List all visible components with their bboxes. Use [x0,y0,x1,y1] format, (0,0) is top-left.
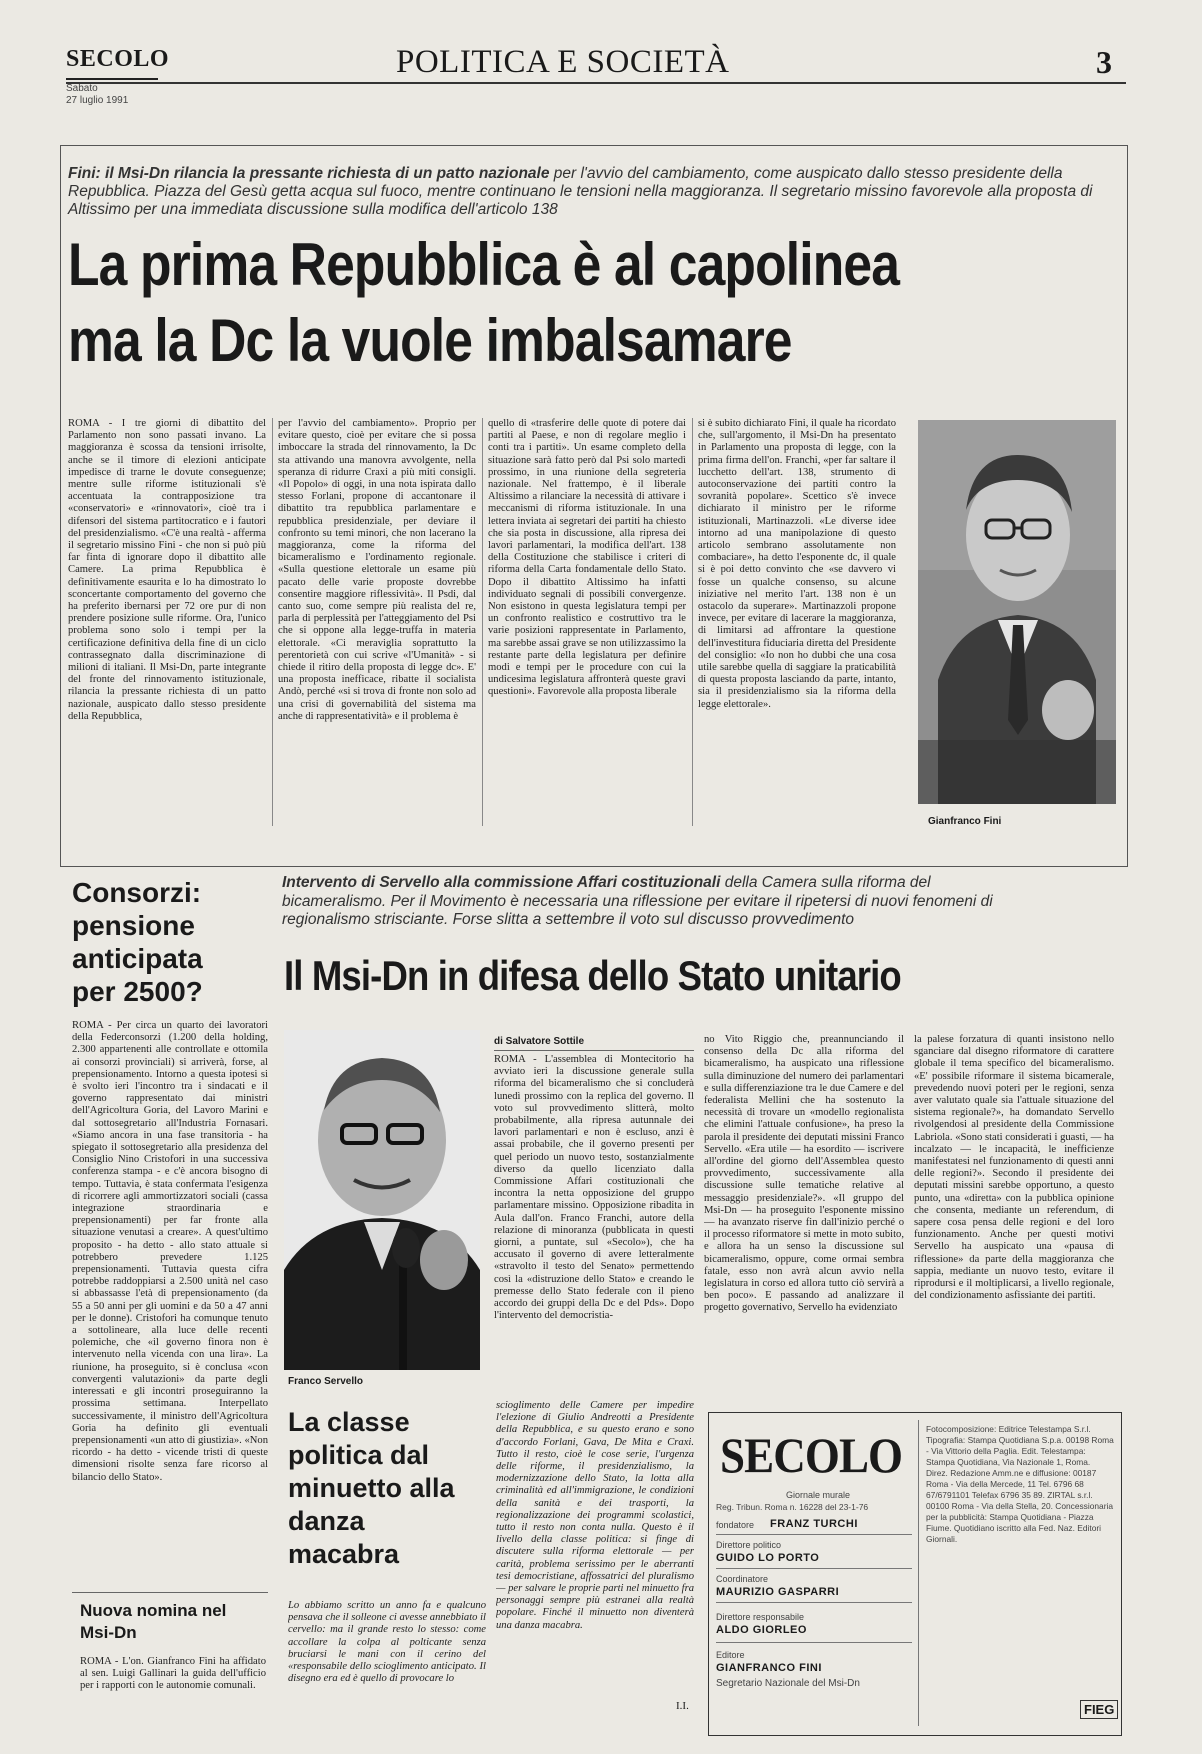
founder-label: fondatore [716,1520,755,1530]
classe-column-2: scioglimento delle Camere per impedire l'elezione di Giulio Andreotti a Presidente della Repubblica, e su questo erano e sono d'accordo Forlani, Gava, De Mita e Craxi. Tutto il resto, cioè le cose serie, l'urgenza delle riforme, il presidenzialismo, la modernizzazione dello Stato, la lotta alla criminalità ed all'immigrazione, le condizioni della sanità e dei trasporti, la regionalizzazione dei programmi scolastici, tutto il resto non conta nulla. Questo è il livello della classe politica: si finge di discutere sulla riforma elettorale — per carità, problema serissimo per le aberranti tesi democristiane, affossatrici del pluralismo — per salvare le proprie parti nel minuetto fra personaggi sempre più estranei alla realtà popolare. Finché il minuetto non diventerà una danza macabra. [496,1400,694,1631]
page-number: 3 [1096,44,1112,80]
coordinator-label: Coordinatore [716,1574,769,1584]
servello-kicker-bold: Intervento di Servello alla commissione Affari costituzionali [282,874,721,891]
political-director-label: Direttore politico [716,1540,782,1550]
servello-kicker-rest: della Camera sulla riforma del bicameralismo. Per il Movimento è necessaria una riflessione per evitare il ripetersi di nuovi fenomeni di regionalismo strisciante. Forse slitta a settembre il voto sul discusso provvedimento [282,874,993,928]
col-divider [272,418,273,826]
byline-rule [494,1050,694,1051]
masthead-date: 27 luglio 1991 [66,95,129,106]
lead-column-3: quello di «trasferire delle quote di potere dai partiti al Paese, e non di regolare meglio i conti tra i partiti». Un esame completo della situazione sarà fatto però dal Psi solo martedì prossimo, in una riunione della segreteria nazionale. Nel frattempo, è il liberale Altissimo a rilanciare la necessità di attivare i meccanismi di riforma istituzionale. In una lettera inviata ai segretari dei partiti ha chiesto che sia posta in discussione, alla ripresa dei lavori parlamentari, la modifica dell'art. 138 della Costituzione che stabilisce i criteri di riforma della Carta fondamentale dello Stato. Dopo il dibattito Altissimo ha infatti individuato segnali di possibili convergenze. Non esistono in questa legislatura tempi per un confronto realistico e costruttivo tra le varie posizioni rappresentate in Parlamento, ma sarebbe assai grave se non utilizzassimo la restante parte della legislatura per definire modi e tempi per le procedure con cui la undicesima legislatura affronterà queste gravi questioni». Favorevole alla proposta liberale [488,418,686,698]
servello-kicker [282,874,1032,930]
coordinator-name: MAURIZIO GASPARRI [716,1586,840,1598]
servello-column-3: la palese forzatura di quanti insistono nello sganciare dal disegno riformatore di carattere globale il tema specifico del bicameralismo. «E' possibile riformare il sistema bicamerale, prevedendo nuovi poteri per le regioni, senza aver valutato quale sia l'attuale situazione del sistema regionale?», ha domandato Servello rivolgendosi al presidente della Commissione Labriola. «Sono stati considerati i guasti, — ha incalzato — le incapacità, le inefficienze manifestatesi nel funzionamento di questi anni delle regioni?». Secondo il presidente dei deputati missini sarebbe opportuno, a questo punto, una «diretta» con la pubblica opinione che consenta, mediante un referendum, di sapere cosa pensa delle regioni e del loro funzionamento. Anche per questi motivi Servello ha auspicato una «pausa di riflessione» da parte della maggioranza che sappia, mediante un nuovo testo, evitare il riprodursi e il moltiplicarsi, a livello regionale, del condizionamento asfissiante dei partiti. [914,1034,1114,1302]
consorzi-headline: Consorzi: pensione anticipata per 2500? [72,877,203,1007]
editor-name: GIANFRANCO FINI [716,1662,822,1674]
staff-imprint-column: Fotocomposizione: Editrice Telestampa S.r.l. Tipografia: Stampa Quotidiana S.p.a. 00198 Roma - Via Vittorio della Paglia. Edit. Telestampa: Stampa Quotidiana, Via Nazionale 1, Roma. Direz. Redazione Amm.ne e diffusione: 00187 Roma - Via della Mercede, 11 Tel. 6796 68 67/6791101 Telefax 6796 35 89. ZIRTAL s.r.l. 00100 Roma - Via della Stella, 20. Concessionaria per la pubblicità: Stampa Quotidiana - Piazza Fiume. Quotidiano iscritto alla Fed. Naz. Editori Giornali. [926,1424,1114,1544]
lead-kicker-bold: Fini: il Msi-Dn rilancia la pressante richiesta di un patto nazionale [68,165,550,182]
portrait-figure [284,1030,480,1370]
masthead-paper-name: SECOLO [66,46,170,72]
lead-column-1: ROMA - I tre giorni di dibattito del Parlamento non sono passati invano. La maggioranza è scossa da tensioni irrisolte, anche se il timore di elezioni anticipate impedisce di trarne le dovute conseguenze; mentre sulle riforme istituzionali s'è accentuata la contrapposizione tra «conservatori» e «rinnovatori», cioè tra i difensori del sistema partitocratico e i fautori del presidenzialismo. «C'è una realtà - afferma il segretario missino Fini - che non si può più far finta di ignorare dopo il dibattito alle Camere. La prima Repubblica è definitivamente esaurita e lo ha dimostrato lo sconcertante comportamento del governo che ha preferito ibernarsi per 72 ore pur di non prendere posizione sulle riforme. Ora, l'unico problema sono solo i tempi per la certificazione definitiva della fine di un ciclo contrassegnato dalla discriminazione di milioni di italiani. Il Msi-Dn, parte integrante del fronte del rinnovamento istituzionale, rilancia la pressante richiesta di un patto nazionale, auspicato dallo stesso presidente della Repubblica, [68,418,266,722]
servello-byline: di Salvatore Sottile [494,1036,585,1047]
classe-signature: I.I. [676,1700,689,1712]
lead-headline-line1: La prima Repubblica è al capolinea [68,231,900,298]
photo-franco-servello [284,1030,480,1370]
staff-registration: Reg. Tribun. Roma n. 16228 del 23-1-76 [716,1502,869,1512]
section-title: POLITICA E SOCIETÀ [396,44,730,80]
lead-kicker [68,165,1118,219]
staff-logo: SECOLO [720,1427,903,1483]
masthead-day: Sabato [66,83,98,94]
classe-column-1: Lo abbiamo scritto un anno fa e qualcuno pensava che il solleone ci avesse annebbiato il cervello: ma il grande resto lo stesso: come accollare la colpa al polticante senza bruciarsi le mani con il cerino del «responsabile dello scioglimento anticipato. Il disegno era ed è quello di provocare lo [288,1600,486,1685]
lead-column-2: per l'avvio del cambiamento». Proprio per evitare questo, cioè per evitare che si possa imboccare la strada del rinnovamento, la Dc sta attivando una manovra avvolgente, nella speranza di ridurre Craxi a più miti consigli. «Il Popolo» di oggi, in una nota ispirata dallo stesso Forlani, propone di accantonare il dibattito tra repubblica parlamentare e repubblica presidenziale, per deviare il confronto su temi minori, che non lacerano la maggioranza, come la riforma del bicameralismo e l'ordinamento regionale. «Sulla questione elettorale un esame più pacato delle varie proposte dovrebbe consentire maggiore riflessività». Il Psdi, dal canto suo, come sempre più realista del re, parla di perplessità per l'atteggiamento del Psi che si oppone alla legge-truffa in materia elettorale. «Ci meraviglia soprattutto la perentorietà con cui scrive «l'Umanità» - si chiede il ritiro della proposta di legge dc». E' una proposta inefficace, ribatte il socialista Andò, perché «si si trova di fronte non solo ad una crisi di governabilità del sistema ma anche di rappresentatività» e il problema è [278,418,476,722]
masthead-rule [66,82,1126,84]
nomina-body: ROMA - L'on. Gianfranco Fini ha affidato al sen. Luigi Gallinari la guida dell'ufficio per i rapporti con le autonomie comunali. [80,1656,266,1692]
consorzi-bottom-rule [72,1592,268,1593]
col-divider [692,418,693,826]
editor-label: Editore [716,1650,745,1660]
editor-role: Segretario Nazionale del Msi-Dn [716,1678,860,1689]
political-director-name: GUIDO LO PORTO [716,1552,820,1564]
staff-subtitle: Giornale murale [786,1490,851,1500]
caption-franco-servello: Franco Servello [288,1376,364,1387]
masthead [66,38,1126,118]
servello-column-2: no Vito Riggio che, preannunciando il consenso della Dc alla riforma del bicameralismo, ha auspicato una riflessione sulla diminuzione del numero dei parlamentari e sulla differenziazione tra le due Camere e del federalista Mellini che ha sostenuto la necessità di trovare un «modello regionalista che elimini l'attuale confusione», ha preso la parola il presidente dei deputati missini Franco Servello. «Era utile — ha esordito — iscrivere all'ordine del giorno dell'Assemblea questo provvedimento, successivamente alla discussione sulle tematiche relative al messaggio presidenziale?». «Il gruppo del Msi-Dn — ha proseguito l'esponente missino — ha avanzato riserve fin dall'inizio perché o il processo riformatore si mette in moto subito, e allora ha un senso la discussione sul bicameralismo, oppure, come ormai sembra fatale, esso non avrà alcun avvio nella legislatura in corso ed allora tutto ciò servirà a ben poco». E passando ad analizzare il progetto governativo, Servello ha evidenziato [704,1034,904,1314]
staff-divider [716,1534,912,1535]
photo-gianfranco-fini [918,420,1116,804]
lead-kicker-rest: per l'avvio del cambiamento, come auspicato dallo stesso presidente della Repubblica. Piazza del Gesù getta acqua sul fuoco, mentre continuano le tensioni nella maggioranza. Il segretario missino favorevole alla proposta di Altissimo per una immediata discussione sulla modifica dell'articolo 138 [68,165,1093,218]
staff-divider [716,1568,912,1569]
col-divider [482,418,483,826]
founder-name: FRANZ TURCHI [770,1518,858,1530]
lead-column-4: si è subito dichiarato Fini, il quale ha ricordato che, sull'argomento, il Msi-Dn ha presentato in Parlamento una proposta di legge, con la prima firma dell'on. Franchi, «per far saltare il lucchetto dell'art. 138, strumento di autoconservazione dei partiti contro la sovranità popolare». Scettico s'è invece dichiarato il ministro per le riforme istituzionali, Martinazzoli. «Le diverse idee intorno ad una manipolazione di questo articolo sembrano assolutamente non combaciare», ha detto l'esponente dc, il quale si è poi detto convinto che «se davvero vi fosse un qualche consenso, su alcune iniziative nel merito l'art. 138 non è un ostacolo da superare». Martinazzoli propone invece, per evitare di lacerare la maggioranza, di limitarsi ad affrontare la questione dell'investitura fiduciaria diretta del Presidente del consiglio: «Io non ho dubbi che una cosa utile sarebbe quella di saggiare la praticabilità di questa proposta lasciando da parte, intanto, sia il presidenzialismo sia la riforma della legge elettorale». [698,418,896,710]
responsible-director-name: ALDO GIORLEO [716,1624,807,1636]
staff-divider [716,1602,912,1603]
portrait-figure [918,420,1116,804]
staff-box-vertical-rule [918,1420,919,1726]
servello-headline: Il Msi-Dn in difesa dello Stato unitario [284,952,901,999]
staff-divider [716,1642,912,1643]
classe-headline: La classe politica dal minuetto alla danza macabra [288,1407,455,1569]
nomina-headline: Nuova nomina nel Msi-Dn [80,1601,227,1642]
servello-column-1: ROMA - L'assemblea di Montecitorio ha avviato ieri la discussione generale sulla riforma del bicameralismo che si concluderà lunedì prossimo con la replica del governo. Il voto sul provvedimento slitterà, molto probabilmente, alla ripresa autunnale dei lavori parlamentari e non è escluso, anzi è assai probabile, che il governo presenti per quel periodo un nuovo testo, sostanzialmente diverso da quello licenziato dalla Commissione Affari costituzionali che incontra la netta opposizione del gruppo parlamentare missino. Opposizione ribadita in Aula dall'on. Franco Franchi, autore della relazione di minoranza (pubblicata in questi giorni, a puntate, sul «Secolo»), che ha accusato il governo di avere letteralmente «stravolto il testo del Senato» permettendo così la «distruzione dello Stato» e creando le premesse dello Stato federale con il pieno accordo dei gruppi della Dc e del Pds». Dopo l'intervento del democristia- [494,1054,694,1322]
fieg-logo: FIEG [1080,1700,1118,1719]
caption-gianfranco-fini: Gianfranco Fini [928,816,1002,827]
responsible-director-label: Direttore responsabile [716,1612,805,1622]
consorzi-body: ROMA - Per circa un quarto dei lavoratori della Federconsorzi (1.200 della holding, 2.300 appartenenti alle controllate e ottomila ai consorzi provinciali) si arriverà, forse, al prepensionamento. Intorno a questa ipotesi si è svolto ieri l'incontro tra i sindacati e il governo rappresentato dai ministri dell'Agricoltura Goria, del Lavoro Marini e dal sottosegretario all'Industria Fornasari. «Siamo ancora in una fase transitoria - ha spiegato il sottosegretario alla presidenza del Consiglio Nino Cristofori in una successiva conferenza stampa - e c'è ancora bisogno di tempo. Tuttavia, è stata confermata l'esigenza di ricorrere agli ammortizzatori sociali (cassa integrazione straordinaria e prepensionamenti) per far fronte alla situazione venutasi a creare». A quest'ultimo proposito - ha detto - allo stato attuale si potrebbero prevedere 1.125 prepensionamenti. Tuttavia questa cifra potrebbe raddoppiarsi a 2.500 unità nel caso si abbassasse l'età di prepensionamento (da 55 a 50 anni per gli uomini e da 50 a 47 anni per le donne). Cristofori ha comunque tenuto a sottolineare, alla luce delle recenti polemiche, che «il governo finora non è intervenuto nella vicenda con una lira». La riunione, ha proseguito, si è conclusa «con convergenti valutazioni» da parte degli interessati e gli incontri proseguiranno la prossima settimana. Interpellato successivamente, il ministro dell'Agricoltura Goria ha definito gli eventuali prepensionamenti «un atto di giustizia». «Non ricordo - ha detto - vicende tristi di queste dimensioni risolte senza fare ricorso al bilancio dello Stato». [72,1020,268,1483]
lead-headline-line2: ma la Dc la vuole imbalsamare [68,307,792,374]
masthead-paper-underline [66,78,158,80]
